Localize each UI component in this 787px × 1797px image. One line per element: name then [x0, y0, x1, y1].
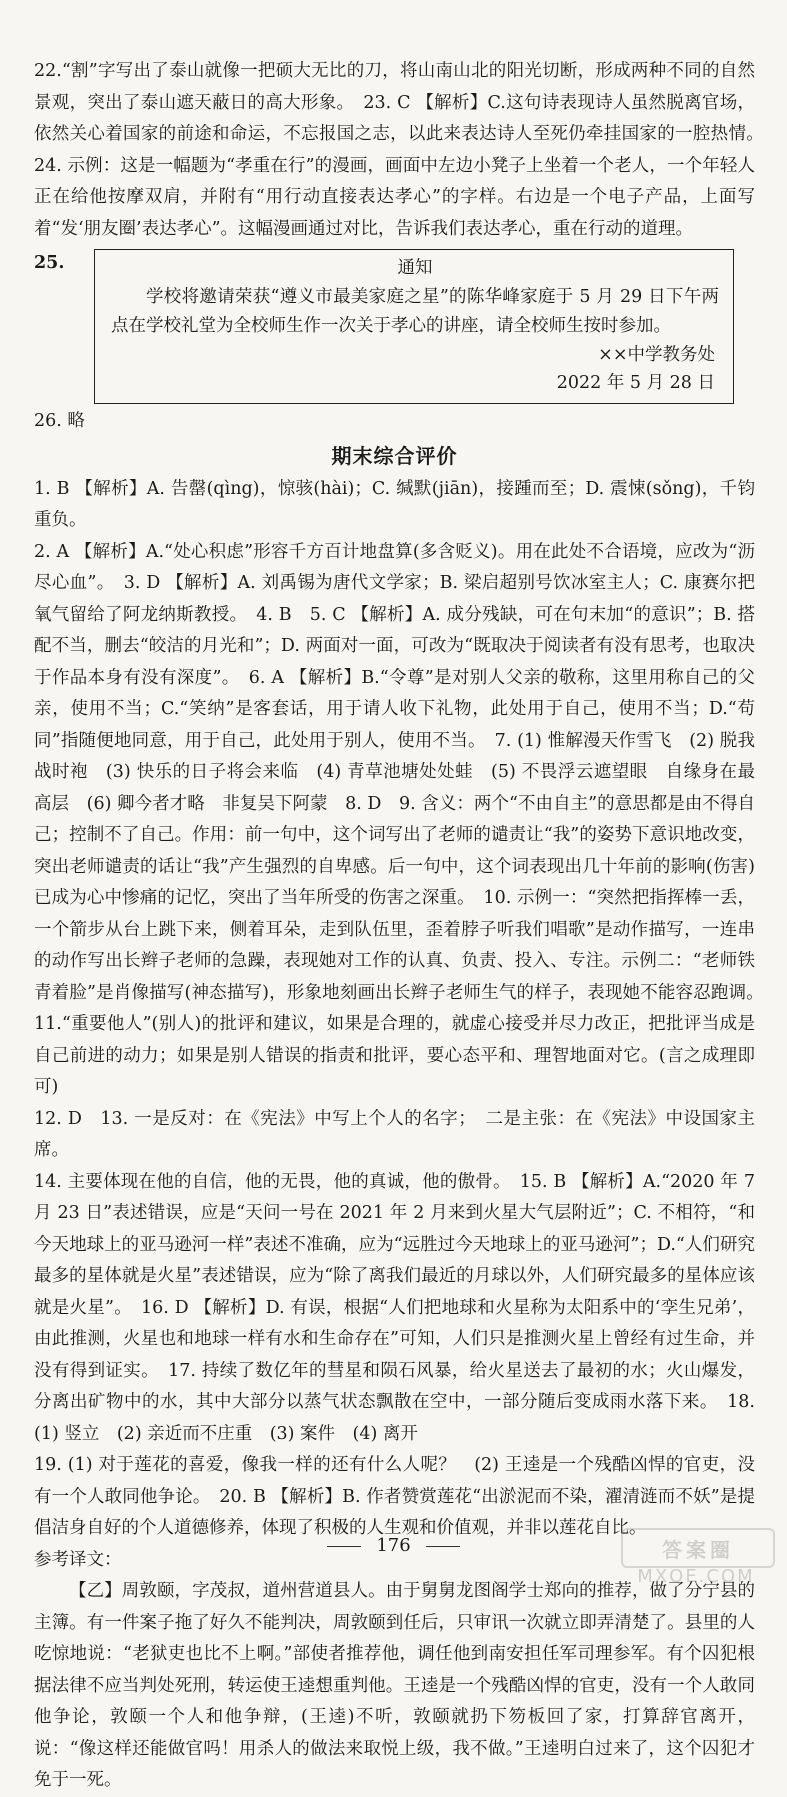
notice-signature-org: ××中学教务处	[598, 345, 715, 365]
answers-14-18: 14. 主要体现在他的自信，他的无畏，他的真诚，他的傲骨。 15. B 【解析】A.“2020 年 7 月 23 日”表述错误，应是“天问一号在 2021 年 2 月来到火星大气层附近”；C. 不相符，“和今天地球上的亚马逊河一样”表述不准确，应为“远胜过今天地球上的亚马逊河”；D.“人们研究最多的星体就是火星”表述错误，应为“除了离我们最近的月球以外，人们研究最多的星体应该就是火星”。 16. D 【解析】D. 有误，根据“人们把地球和火星称为太阳系中的‘孪生兄弟’，由此推测，火星也和地球一样有水和生命存在”可知，人们只是推测火星上曾经有过生命，并没有得到证实。 17. 持续了数亿年的彗星和陨石风暴，给火星送去了最初的水；火山爆发，分离出矿物中的水，其中大部分以蒸气状态飘散在空中，一部分随后变成雨水落下来。 18. (1) 竖立 (2) 亲近而不庄重 (3) 案件 (4) 离开	[34, 1171, 755, 1444]
translation-label: 参考译文：	[34, 1549, 122, 1570]
section-title: 期末综合评价	[331, 443, 458, 468]
notice-signature-date: 2022 年 5 月 28 日	[556, 373, 715, 393]
page-number-dash-right	[426, 1546, 460, 1547]
watermark-logo	[621, 1528, 771, 1588]
answers-22-24: 22.“割”字写出了泰山就像一把硕大无比的刀，将山南山北的阳光切断，形成两种不同的自然景观，突出了泰山遮天蔽日的高大形象。 23. C 【解析】C.这句诗表现诗人虽然脱离官场，依然关心着国家的前途和命运，不忘报国之志，以此来表达诗人至死仍牵挂国家的一腔热情。 24. 示例：这是一幅题为“孝重在行”的漫画，画面中左边小凳子上坐着一个老人，一个年轻人正在给他按摩双肩，并附有“用行动直接表达孝心”的字样。右边是一个电子产品，上面写着“发‘朋友圈’表达孝心”。这幅漫画通过对比，告诉我们表达孝心，重在行动的道理。	[34, 61, 773, 239]
notice-box	[94, 249, 734, 404]
page-number-dash-left	[327, 1546, 361, 1547]
answer-26: 26. 略	[34, 411, 85, 431]
answers-2-11: 2. A 【解析】A.“处心积虑”形容千方百计地盘算(多含贬义)。用在此处不合语境，应改为“沥尽心血”。 3. D 【解析】A. 刘禹锡为唐代文学家；B. 梁启超别号饮冰室主人；C. 康赛尔把氧气留给了阿龙纳斯教授。 4. B 5. C 【解析】A. 成分残缺，可在句末加“的意识”；B. 搭配不当，删去“皎洁的月光和”；D. 两面对一面，可改为“既取决于阅读者有没有思考，也取决于作品本身有没有深度”。 6. A 【解析】B.“令尊”是对别人父亲的敬称，这里用称自己的父亲，使用不当；C.“笑纳”是客套话，用于请人收下礼物，此处用于自己，使用不当；D.“苟同”指随便地同意，用于自己，此处用于别人，使用不当。 7. (1) 惟解漫天作雪飞 (2) 脱我战时袍 (3) 快乐的日子将会来临 (4) 青草池塘处处蛙 (5) 不畏浮云遮望眼 自缘身在最高层 (6) 卿今者才略 非复吴下阿蒙 8. D 9. 含义：两个“不由自主”的意思都是由不得自己；控制不了自己。作用：前一句中，这个词写出了老师的谴责让“我”的姿势下意识地改变，突出老师谴责的话让“我”产生强烈的自卑感。后一句中，这个词表现出几十年前的影响(伤害)已成为心中惨痛的记忆，突出了当年所受的伤害之深重。 10. 示例一：“突然把指挥棒一丢，一个箭步从台上跳下来，侧着耳朵，走到队伍里，歪着脖子听我们唱歌”是动作描写，一连串的动作写出长辫子老师的急躁，表现她对工作的认真、负责、投入、专注。示例二：“老师铁青着脸”是肖像描写(神态描写)，形象地刻画出长辫子老师生气的样子，表现她不能容忍跑调。 11.“重要他人”(别人)的批评和建议，如果是合理的，就虚心接受并尽力改正，把批评当成是自己前进的动力；如果是别人错误的指责和批评，要心态平和、理智地面对它。(言之成理即可)	[34, 541, 773, 1097]
q25-number: 25.	[34, 253, 65, 273]
q25-block	[34, 249, 755, 404]
watermark-site: MXQE.COM	[637, 1566, 755, 1587]
answer-1: 1. B 【解析】A. 告罄(qìng)，惊骇(hài)；C. 缄默(jiān)，接踵而至；D. 震悚(sǒng)，千钧重负。	[34, 478, 755, 530]
page-number-value: 176	[376, 1535, 411, 1556]
notice-title: 通知	[397, 258, 433, 278]
notice-body: 学校将邀请荣获“遵义市最美家庭之星”的陈华峰家庭于 5 月 29 日下午两点在学校礼堂为全校师生作一次关于孝心的讲座，请全校师生按时参加。	[111, 287, 719, 336]
answers-19-20: 19. (1) 对于莲花的喜爱，像我一样的还有什么人呢？ (2) 王逵是一个残酷凶悍的官吏，没有一个人敢同他争论。 20. B 【解析】B. 作者赞赏莲花“出淤泥而不染，濯清涟而不妖”是提倡洁身自好的个人道德修养，体现了积极的人生观和价值观，并非以莲花自比。	[34, 1455, 755, 1538]
watermark-seal	[621, 1528, 775, 1568]
answers-12-13: 12. D 13. 一是反对：在《宪法》中写上个人的名字； 二是主张：在《宪法》中设国家主席。	[34, 1108, 755, 1160]
translation-text: 【乙】周敦颐，字茂叔，道州营道县人。由于舅舅龙图阁学士郑向的推荐，做了分宁县的主簿。有一件案子拖了好久不能判决，周敦颐到任后，只审讯一次就立即弄清楚了。县里的人吃惊地说：“老狱吏也比不上啊。”部使者推荐他，调任他到南安担任军司理参军。有个囚犯根据法律不应当判处死刑，转运使王逵想重判他。王逵是一个残酷凶悍的官吏，没有一个人敢同他争论，敦颐一个人和他争辩，(王逵)不听，敦颐就扔下笏板回了家，打算辞官离开，说：“像这样还能做官吗！用杀人的做法来取悦上级，我不做。”王逵明白过来了，这个囚犯才免于一死。	[34, 1581, 755, 1790]
watermark-seal-text: 答案圈	[662, 1538, 734, 1562]
